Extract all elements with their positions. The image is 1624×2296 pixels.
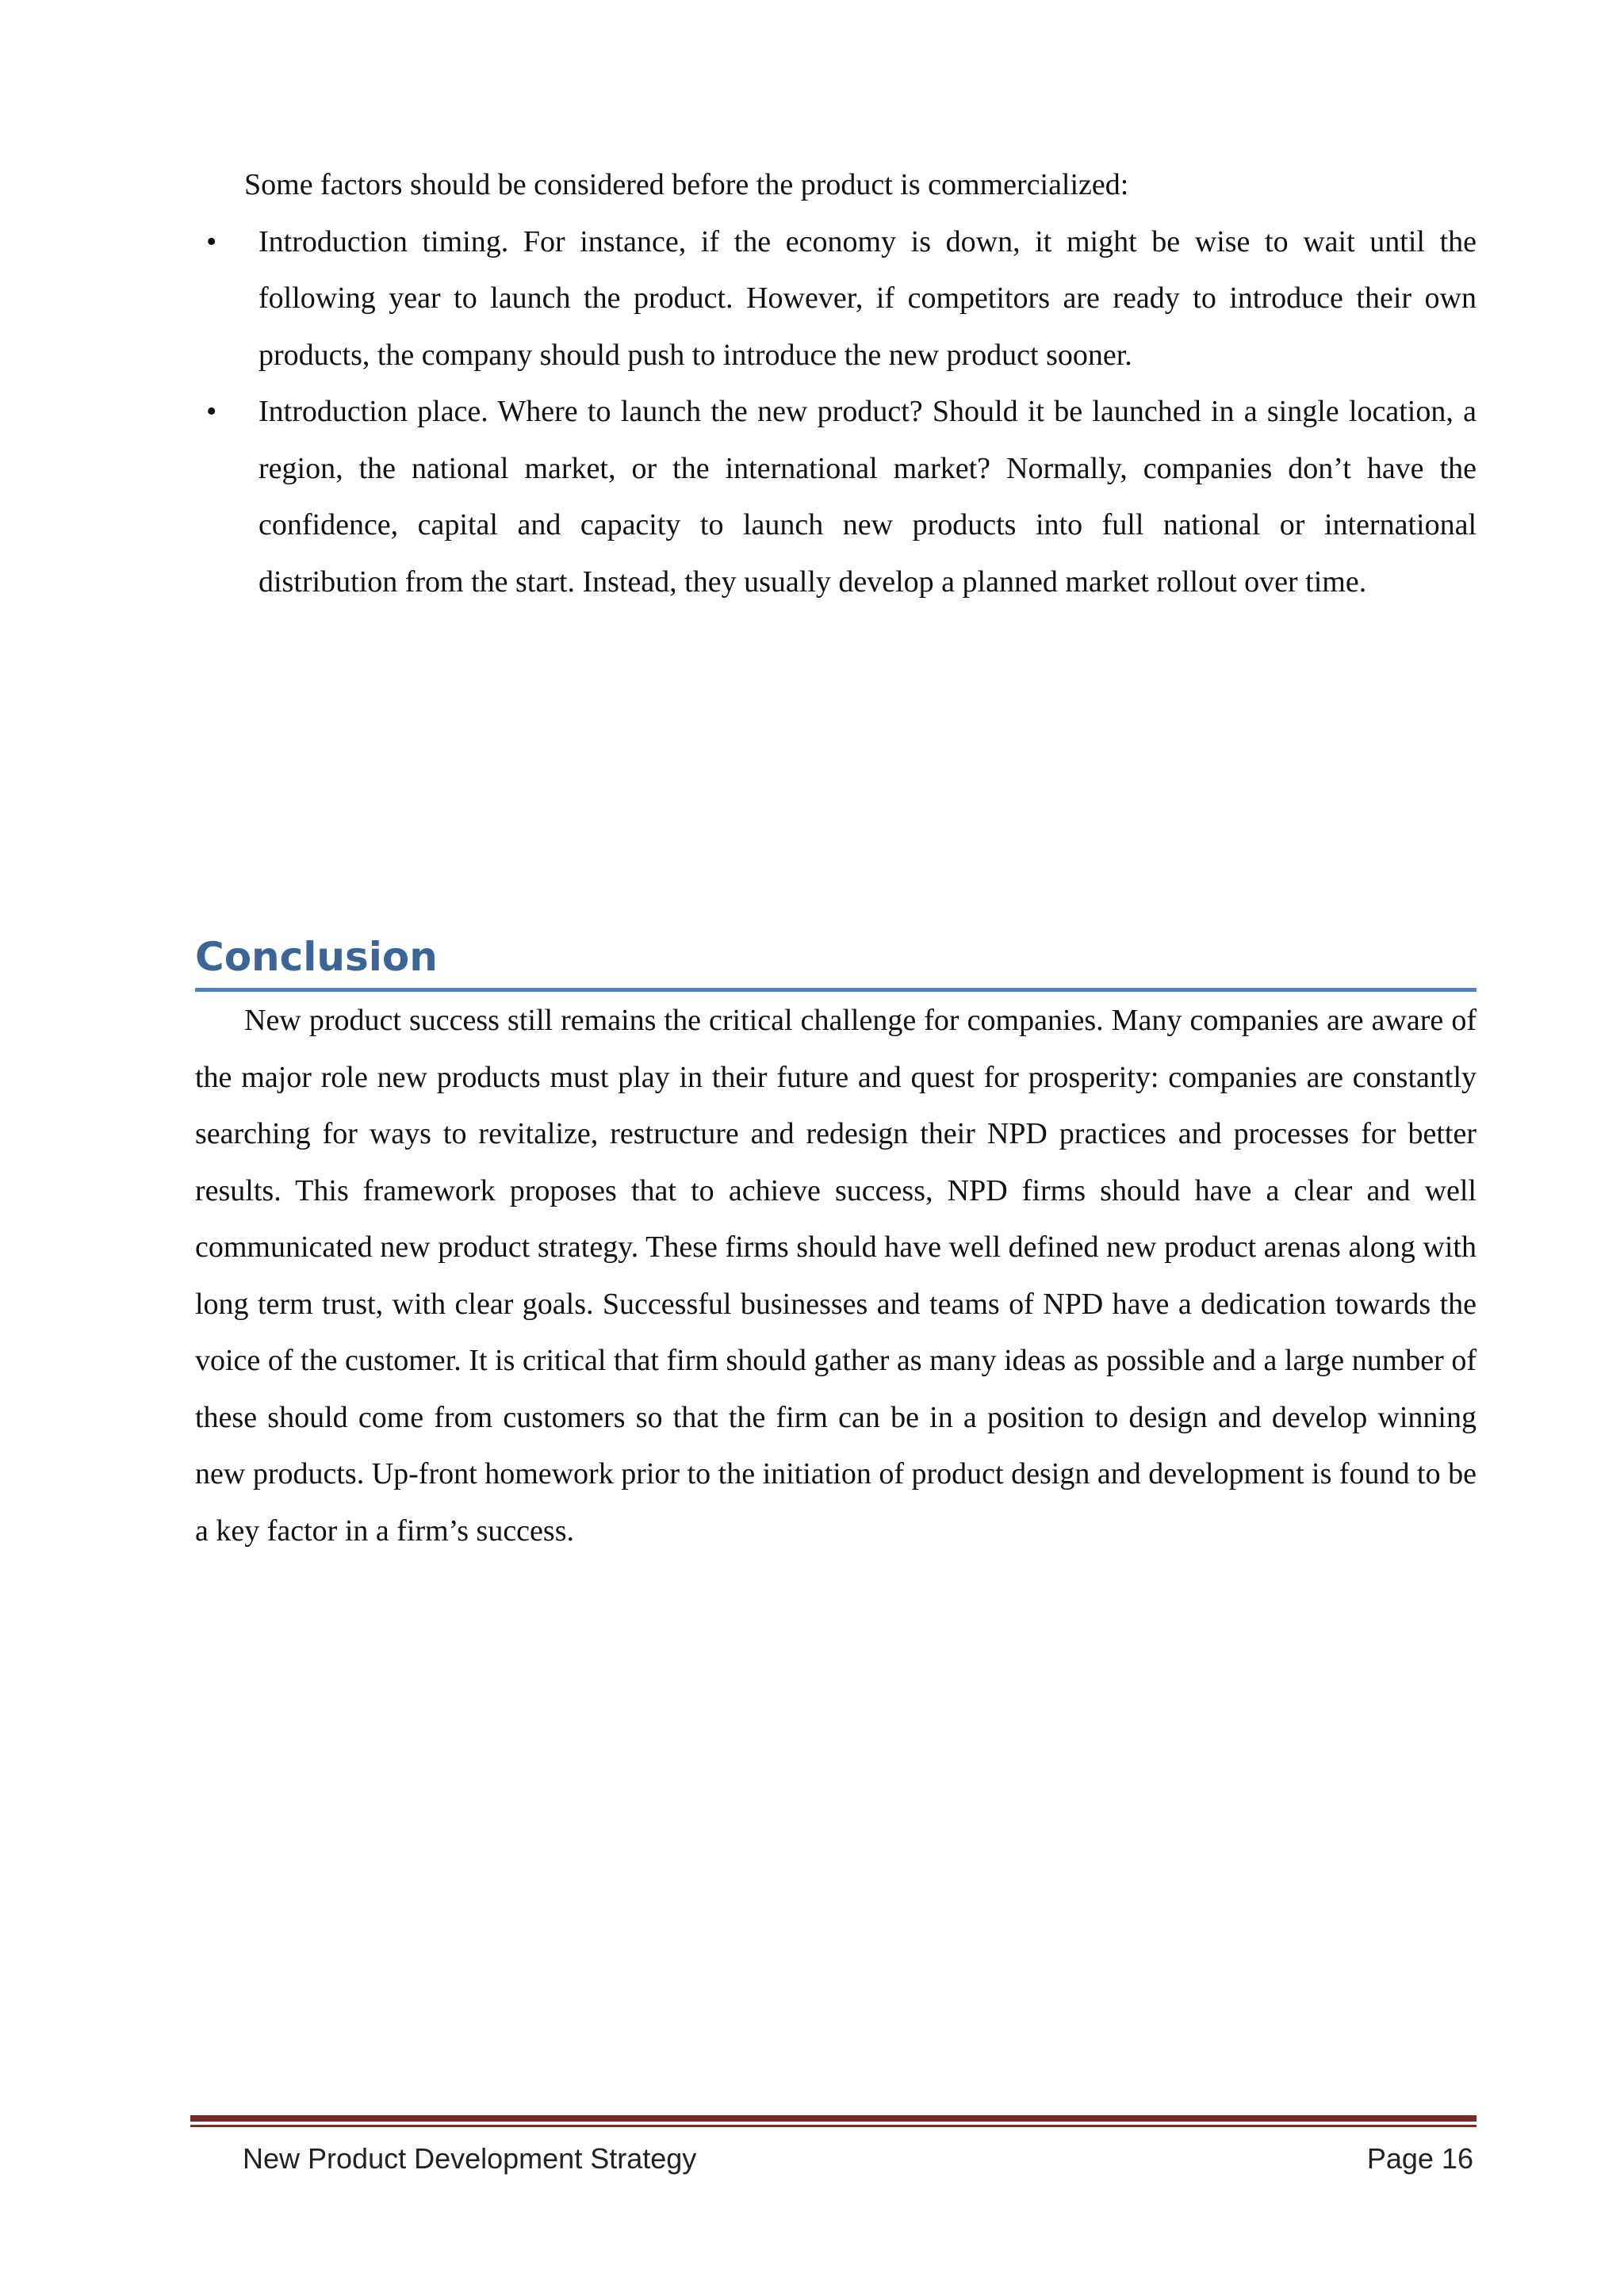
- conclusion-paragraph: New product success still remains the critical challenge for companies. Many companies are aware of the major role new products must play in their future and quest for prosperity: companies are constantly searching for ways to revitalize, restructure and redesign their NPD practices and processes for better results. This framework proposes that to achieve success, NPD firms should have a clear and well communicated new product strategy. These firms should have well defined new product arenas along with long term trust, with clear goals. Successful businesses and teams of NPD have a dedication towards the voice of the customer. It is critical that firm should gather as many ideas as possible and a large number of these should come from customers so that the firm can be in a position to design and develop winning new products. Up-front homework prior to the initiation of product design and development is found to be a key factor in a firm’s success.: [195, 1004, 1477, 1548]
- heading-underline: [195, 988, 1477, 992]
- document-title: New Product Development Strategy: [243, 2142, 697, 2175]
- factor-item: [195, 214, 1477, 385]
- page-number: Page 16: [1366, 2142, 1473, 2175]
- factor-text: Introduction place. Where to launch the new product? Should it be launched in a single location, a region, the national market, or the international market? Normally, companies don’t have the confidence, capital and capacity to launch new products into full national or international distribution from the start. Instead, they usually develop a planned market rollout over time.: [259, 395, 1477, 599]
- factor-text: Introduction timing. For instance, if the economy is down, it might be wise to wait until the following year to launch the product. However, if competitors are ready to introduce their own products, the company should push to introduce the new product sooner.: [259, 224, 1477, 372]
- factor-item: [195, 384, 1477, 610]
- page-footer: [190, 2115, 1477, 2179]
- conclusion-section: [195, 993, 1477, 1559]
- factors-list: [195, 214, 1477, 611]
- bullet-icon: •: [206, 224, 217, 258]
- intro-paragraph: Some factors should be considered before the product is commercialized:: [244, 168, 1129, 201]
- bullet-icon: •: [206, 395, 217, 428]
- commercialization-section: [195, 157, 1477, 610]
- section-heading: Conclusion: [195, 934, 438, 980]
- footer-text-row: [190, 2138, 1477, 2179]
- footer-rule-thin: [190, 2125, 1477, 2127]
- conclusion-heading-block: [195, 929, 1477, 992]
- footer-rule: [190, 2115, 1477, 2122]
